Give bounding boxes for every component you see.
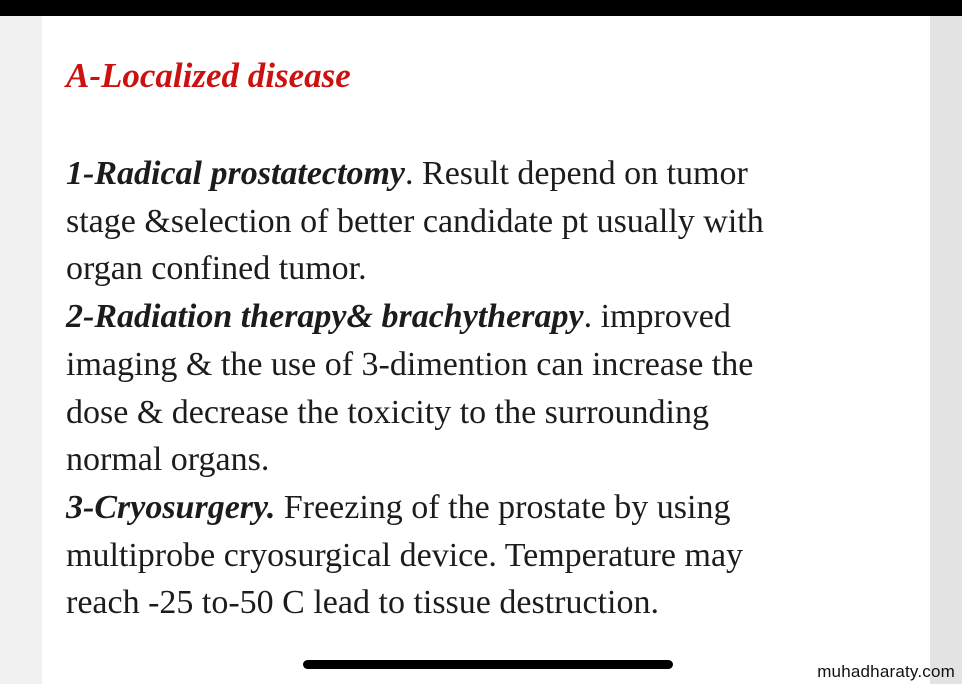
list-item-line: organ confined tumor. — [66, 250, 367, 288]
list-item-line — [66, 293, 926, 341]
list-item-radiation-therapy — [66, 293, 926, 484]
list-item-line: reach -25 to-50 C lead to tissue destruction. — [66, 584, 659, 622]
left-margin — [0, 16, 42, 684]
item-term: 2-Radiation therapy& brachytherapy — [66, 298, 584, 336]
list-item-line — [66, 484, 926, 532]
list-item-cryosurgery — [66, 484, 926, 627]
right-margin — [930, 16, 962, 684]
list-item-line — [66, 150, 926, 198]
item-term: 3-Cryosurgery. — [66, 488, 276, 526]
slide-content — [66, 150, 926, 627]
list-item-radical-prostatectomy — [66, 150, 926, 293]
item-text: Freezing of the prostate by using — [275, 488, 731, 526]
slide-heading: A-Localized disease — [66, 56, 351, 95]
list-item-line: normal organs. — [66, 441, 270, 479]
slide — [42, 16, 930, 684]
item-text: . improved — [583, 298, 731, 336]
list-item-line: multiprobe cryosurgical device. Temperature may — [66, 536, 744, 574]
list-item-line: imaging & the use of 3-dimention can increase the — [66, 345, 754, 383]
watermark: muhadharaty.com — [817, 662, 955, 681]
item-text: . Result depend on tumor — [405, 155, 748, 192]
status-bar — [0, 0, 962, 16]
list-item-line: dose & decrease the toxicity to the surrounding — [66, 393, 709, 431]
list-item-line: stage &selection of better candidate pt usually with — [66, 202, 764, 240]
home-indicator[interactable] — [303, 660, 673, 669]
item-term: 1-Radical prostatectomy — [66, 155, 406, 192]
